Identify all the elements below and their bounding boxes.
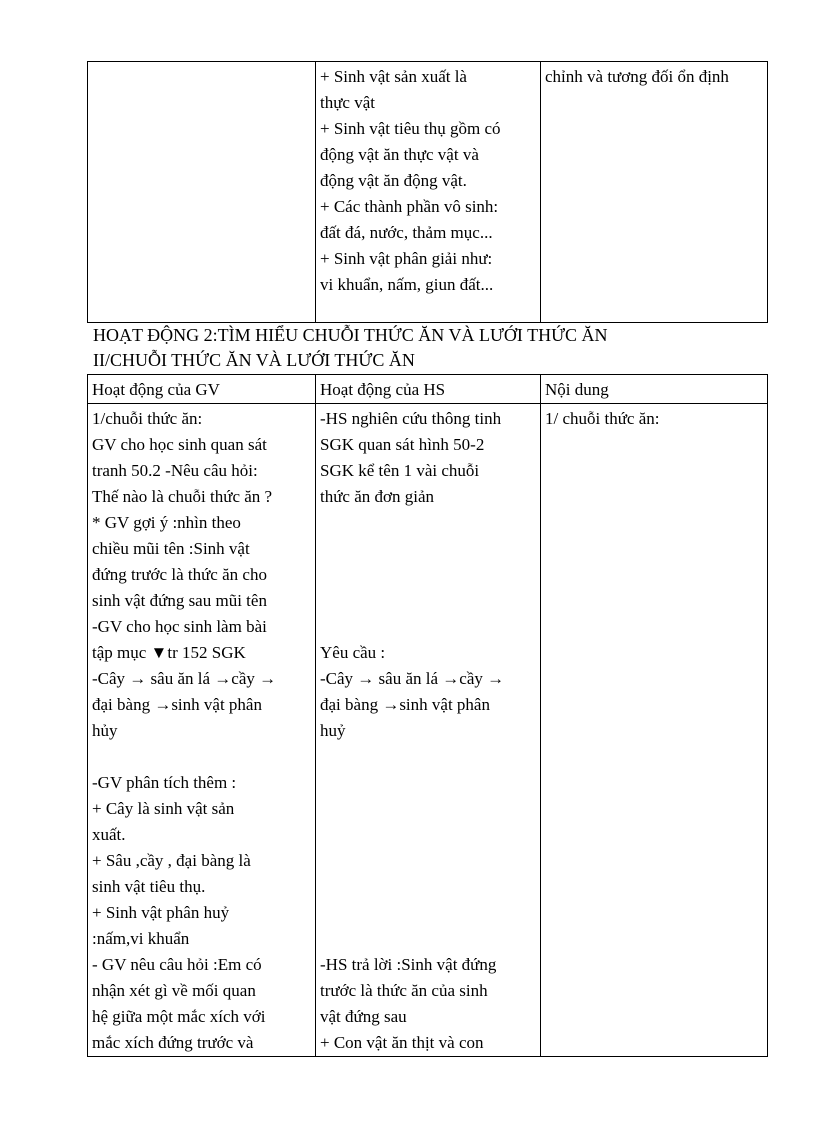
- continued-content-cell: [541, 62, 768, 323]
- hs-text-line: [320, 744, 536, 770]
- hs-text-line: [320, 926, 536, 952]
- hs-text-line: [320, 614, 536, 640]
- gv-text-line: :nấm,vi khuẩn: [92, 929, 190, 948]
- gv-text-line: -GV cho học sinh làm bài: [92, 617, 267, 636]
- hs-text-line: -Cây → sâu ăn lá →cầy →: [320, 669, 505, 688]
- hs-text-line: vi khuẩn, nấm, giun đất...: [320, 275, 494, 294]
- content-cell: [541, 404, 768, 1057]
- hs-text-line: vật đứng sau: [320, 1007, 407, 1026]
- gv-text-line: đứng trước là thức ăn cho: [92, 565, 267, 584]
- hs-text-line: + Con vật ăn thịt và con: [320, 1033, 484, 1052]
- hs-text-line: [320, 874, 536, 900]
- hs-text-line: SGK quan sát hình 50-2: [320, 435, 485, 454]
- gv-text-line: + Sinh vật phân huỷ: [92, 903, 230, 922]
- gv-text-line: đại bàng →sinh vật phân: [92, 695, 262, 714]
- hs-text-line: [320, 536, 536, 562]
- gv-text-line: xuất.: [92, 825, 126, 844]
- content-text-line: chỉnh và tương đối ổn định: [545, 67, 729, 86]
- gv-text-line: -Cây → sâu ăn lá →cầy →: [92, 669, 277, 688]
- gv-cell: [88, 404, 316, 1057]
- hs-text-line: [320, 770, 536, 796]
- hs-text-line: [320, 848, 536, 874]
- gv-text-line: chiều mũi tên :Sinh vật: [92, 539, 250, 558]
- gv-text-line: GV cho học sinh quan sát: [92, 435, 267, 454]
- hs-text-line: -HS nghiên cứu thông tinh: [320, 409, 502, 428]
- continued-table: [87, 61, 768, 323]
- hs-text-line: [320, 900, 536, 926]
- hs-cell: [316, 404, 541, 1057]
- gv-text-line: hủy: [92, 721, 118, 740]
- continued-gv-cell: [88, 62, 316, 323]
- hs-text-line: thức ăn đơn giản: [320, 487, 435, 506]
- hs-text-line: + Sinh vật sản xuất là: [320, 67, 467, 86]
- section-heading: II/CHUỖI THỨC ĂN VÀ LƯỚI THỨC ĂN: [93, 350, 415, 370]
- gv-text-line: nhận xét gì về mối quan: [92, 981, 256, 1000]
- hs-text-line: + Sinh vật tiêu thụ gồm có: [320, 119, 501, 138]
- gv-text-line: * GV gợi ý :nhìn theo: [92, 513, 241, 532]
- gv-text-line: tập mục ▼tr 152 SGK: [92, 643, 246, 662]
- activity-table: [87, 374, 768, 1057]
- hs-text-line: [320, 588, 536, 614]
- gv-text-line: hệ giữa một mắc xích với: [92, 1007, 266, 1026]
- hs-text-line: [320, 510, 536, 536]
- hs-text-line: thực vật: [320, 93, 376, 112]
- gv-text-line: mắc xích đứng trước và: [92, 1033, 254, 1052]
- hs-text-line: động vật ăn thực vật và: [320, 145, 479, 164]
- gv-text-line: [92, 744, 311, 770]
- header-hs: Hoạt động của HS: [316, 375, 541, 404]
- hs-text-line: [320, 822, 536, 848]
- gv-text-line: Thế nào là chuỗi thức ăn ?: [92, 487, 273, 506]
- gv-text-line: sinh vật tiêu thụ.: [92, 877, 206, 896]
- hs-text-line: đại bàng →sinh vật phân: [320, 695, 490, 714]
- gv-text-line: sinh vật đứng sau mũi tên: [92, 591, 267, 610]
- hs-text-line: trước là thức ăn của sinh: [320, 981, 488, 1000]
- hs-text-line: [320, 796, 536, 822]
- hs-text-line: + Sinh vật phân giải như:: [320, 249, 493, 268]
- gv-text-line: + Sâu ,cầy , đại bàng là: [92, 851, 251, 870]
- header-row: [88, 375, 768, 404]
- gv-text-line: tranh 50.2 -Nêu câu hỏi:: [92, 461, 258, 480]
- hs-text-line: [320, 562, 536, 588]
- header-gv: Hoạt động của GV: [88, 375, 316, 404]
- hs-text-line: -HS trả lời :Sinh vật đứng: [320, 955, 497, 974]
- hs-text-line: + Các thành phần vô sinh:: [320, 197, 499, 216]
- hs-text-line: động vật ăn động vật.: [320, 171, 467, 190]
- gv-text-line: -GV phân tích thêm :: [92, 773, 237, 792]
- gv-text-line: - GV nêu câu hỏi :Em có: [92, 955, 262, 974]
- content-text-line: 1/ chuỗi thức ăn:: [545, 409, 660, 428]
- gv-text-line: 1/chuỗi thức ăn:: [92, 409, 203, 428]
- hs-text-line: SGK kể tên 1 vài chuỗi: [320, 461, 480, 480]
- hs-text-line: Yêu cầu :: [320, 643, 386, 662]
- continued-hs-cell: [316, 62, 541, 323]
- activity-heading: HOẠT ĐỘNG 2:TÌM HIỂU CHUỖI THỨC ĂN VÀ LƯỚI THỨC ĂN: [93, 325, 608, 345]
- body-row: [88, 404, 768, 1057]
- header-content: Nội dung: [541, 375, 768, 404]
- hs-text-line: đất đá, nước, thảm mục...: [320, 223, 493, 242]
- hs-text-line: huỷ: [320, 721, 346, 740]
- gv-text-line: + Cây là sinh vật sản: [92, 799, 235, 818]
